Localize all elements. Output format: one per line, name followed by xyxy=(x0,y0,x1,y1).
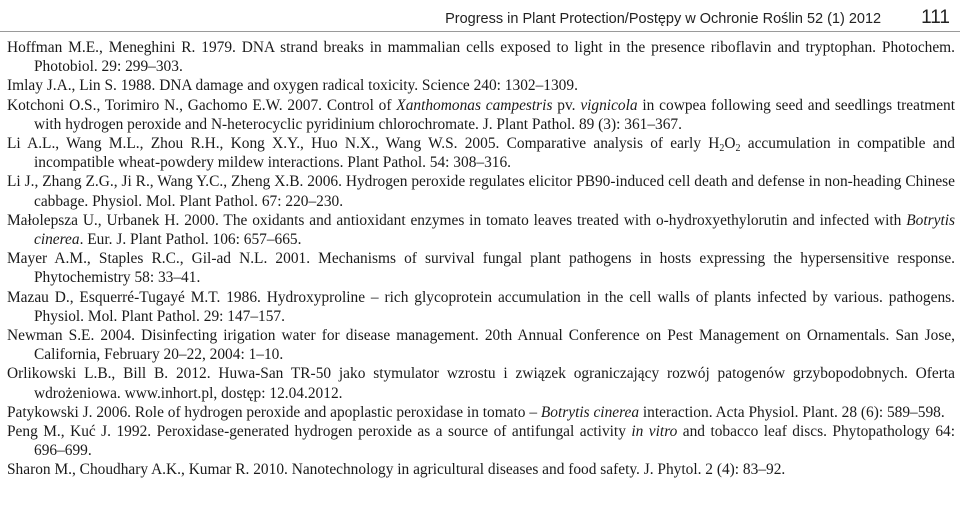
header-rule xyxy=(0,31,960,32)
reference-li-2005 xyxy=(7,134,955,172)
reference-text: Mazau D., Esquerré-Tugayé M.T. 1986. Hydroxyproline – rich glycoprotein accumulation in the cell walls of plants infected by various. pathogens. Physiol. Mol. Plant Pathol. 29: 147–157. xyxy=(7,288,955,325)
latin-term: in vitro xyxy=(631,423,678,441)
reference-mayer-2001 xyxy=(7,249,955,287)
reference-hoffman-1979 xyxy=(7,38,955,76)
reference-text: Patykowski J. 2006. Role of hydrogen peroxide and apoplastic peroxidase in tomato – xyxy=(7,403,541,421)
reference-text: O xyxy=(724,135,736,153)
journal-title: Progress in Plant Protection/Postępy w Ochronie Roślin 52 (1) 2012 xyxy=(445,11,882,27)
reference-text: Newman S.E. 2004. Disinfecting irigation water for disease management. 20th Annual Conference on Pest Management on Ornamentals. San Jose, California, February 20–22, 2004: 1–10. xyxy=(7,327,955,364)
page-header xyxy=(0,7,950,29)
reference-text: Peng M., Kuć J. 1992. Peroxidase-generated hydrogen peroxide as a source of antifungal activity xyxy=(7,423,632,441)
reference-text: Li A.L., Wang M.L., Zhou R.H., Kong X.Y., Huo N.X., Wang W.S. 2005. Comparative analysis of early H xyxy=(7,135,720,153)
reference-mazau-1986 xyxy=(7,288,955,326)
species-name: Botrytis cinerea xyxy=(34,211,955,249)
species-name: Botrytis cinerea xyxy=(540,403,640,421)
reference-text: Małolepsza U., Urbanek H. 2000. The oxidants and antioxidant enzymes in tomato leaves treated with o-hydroxyethylorutin and infected with xyxy=(7,211,907,229)
reference-list xyxy=(7,38,955,480)
reference-text: Sharon M., Choudhary A.K., Kumar R. 2010. Nanotechnology in agricultural diseases and food safety. J. Phytol. 2 (4): 83–92. xyxy=(7,461,786,479)
reference-text: Orlikowski L.B., Bill B. 2012. Huwa-San TR-50 jako stymulator wzrostu i związek ograniczający rozwój patogenów grzybopodobnych. Oferta wdrożeniowa. www.inhort.pl, dostęp: 12.04.2012. xyxy=(7,365,955,402)
reference-kotchoni-2007 xyxy=(7,96,955,134)
reference-text: and tobacco leaf discs. Phytopathology 64: 696–699. xyxy=(34,423,955,460)
reference-text: in cowpea following seed and seedlings treatment with hydrogen peroxide and N-heterocyclic pyridinium chlorochromate. J. Plant Pathol. 89 (3): 361–367. xyxy=(34,96,956,133)
subscript: 2 xyxy=(719,143,725,155)
reference-text: . Eur. J. Plant Pathol. 106: 657–665. xyxy=(79,231,302,249)
reference-li-2006 xyxy=(7,172,955,210)
reference-malolepsza-2000 xyxy=(7,211,955,249)
reference-patykowski-2006 xyxy=(7,403,955,422)
page-number: 111 xyxy=(921,7,950,28)
reference-text: pv. xyxy=(552,96,581,114)
reference-peng-1992 xyxy=(7,422,955,460)
reference-text: accumulation in compatible and incompatible wheat-powdery mildew interactions. Plant Pathol. 54: 308–316. xyxy=(34,135,955,172)
reference-newman-2004 xyxy=(7,326,955,364)
reference-sharon-2010 xyxy=(7,460,955,479)
subscript: 2 xyxy=(735,143,741,155)
species-name: Xanthomonas campestris xyxy=(396,96,553,114)
reference-orlikowski-2012 xyxy=(7,364,955,402)
reference-text: Li J., Zhang Z.G., Ji R., Wang Y.C., Zheng X.B. 2006. Hydrogen peroxide regulates elicitor PB90-induced cell death and defense in non-heading Chinese cabbage. Physiol. Mol. Plant Pathol. 67: 220–230. xyxy=(7,173,955,210)
reference-text: Mayer A.M., Staples R.C., Gil-ad N.L. 2001. Mechanisms of survival fungal plant pathogens in hosts expressing the hypersensitive response. Phytochemistry 58: 33–41. xyxy=(7,250,955,287)
reference-text: Kotchoni O.S., Torimiro N., Gachomo E.W. 2007. Control of xyxy=(7,96,397,114)
reference-text: interaction. Acta Physiol. Plant. 28 (6): 589–598. xyxy=(639,403,945,421)
species-name: vignicola xyxy=(580,96,638,114)
reference-text: Imlay J.A., Lin S. 1988. DNA damage and oxygen radical toxicity. Science 240: 1302–1309. xyxy=(7,77,578,95)
reference-text: Hoffman M.E., Meneghini R. 1979. DNA strand breaks in mammalian cells exposed to light in the presence riboflavin and tryptophan. Photochem. Photobiol. 29: 299–303. xyxy=(7,39,955,76)
reference-imlay-1988 xyxy=(7,76,955,95)
